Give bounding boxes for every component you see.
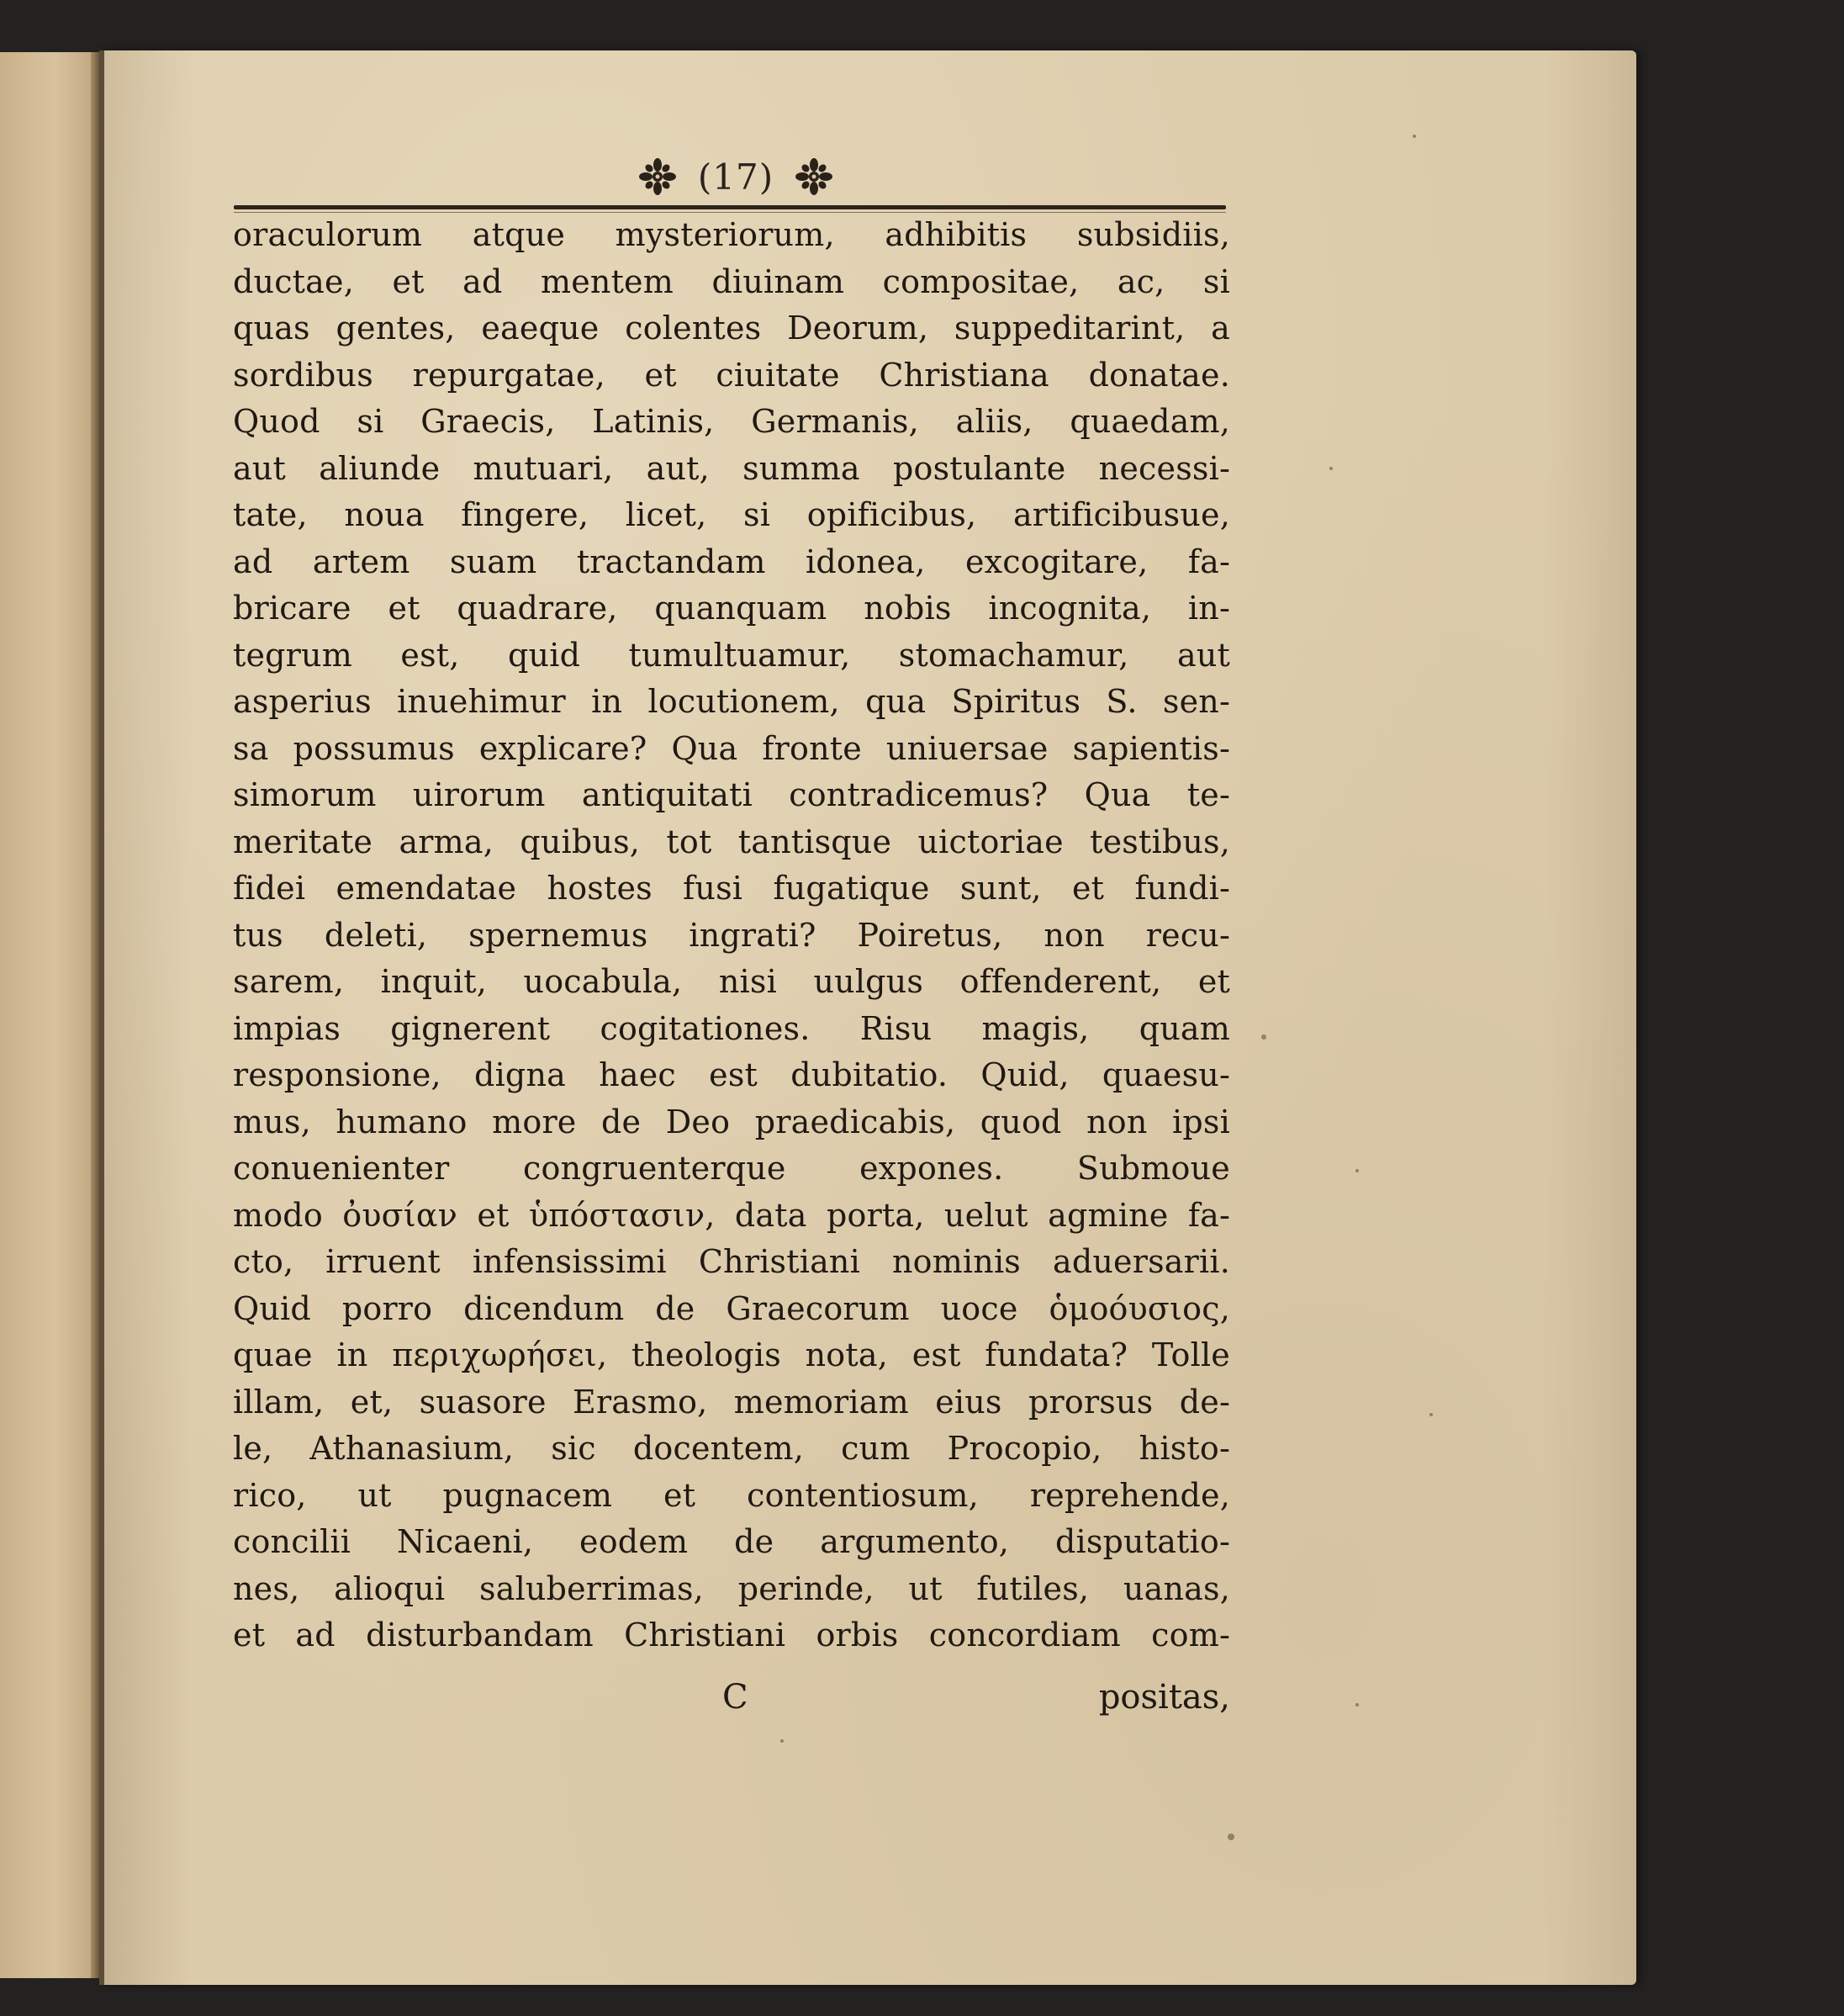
paper-speck: [1228, 1833, 1234, 1840]
fleuron-icon: [795, 158, 832, 195]
catchword: positas,: [1098, 1678, 1230, 1717]
paper-speck: [780, 1739, 784, 1743]
text-line: illam, et, suasore Erasmo, memoriam eius prorsus de-: [233, 1383, 1230, 1421]
text-line: concilii Nicaeni, eodem de argumento, disputatio-: [233, 1523, 1230, 1560]
text-line: cto, irruent infensissimi Christiani nominis aduersarii.: [233, 1243, 1230, 1280]
text-line: tegrum est, quid tumultuamur, stomachamur, aut: [233, 636, 1230, 674]
text-line: oraculorum atque mysteriorum, adhibitis subsidiis,: [233, 216, 1230, 253]
text-line: bricare et quadrare, quanquam nobis incognita, in-: [233, 590, 1230, 627]
paper-speck: [1413, 135, 1416, 138]
paper-speck: [1261, 1034, 1266, 1040]
text-line: modo ὀυσίαν et ὑπόστασιν, data porta, uelut agmine fa-: [233, 1196, 1230, 1234]
page-footer: [233, 1672, 1230, 1722]
text-line: sordibus repurgatae, et ciuitate Christiana donatae.: [233, 356, 1230, 394]
text-line: aut aliunde mutuari, aut, summa postulante necessi-: [233, 449, 1230, 487]
text-line: ad artem suam tractandam idonea, excogitare, fa-: [233, 542, 1230, 580]
text-line: et ad disturbandam Christiani orbis concordiam com-: [233, 1617, 1230, 1654]
text-line: quas gentes, eaeque colentes Deorum, suppeditarint, a: [233, 310, 1230, 347]
text-line: meritate arma, quibus, tot tantisque uictoriae testibus,: [233, 823, 1230, 860]
text-line: ductae, et ad mentem diuinam compositae, ac, si: [233, 262, 1230, 300]
text-line: mus, humano more de Deo praedicabis, quod non ipsi: [233, 1103, 1230, 1140]
page-fold-shadow: [91, 52, 99, 1978]
text-line: tate, noua fingere, licet, si opificibus, artificibusue,: [233, 496, 1230, 533]
text-line: tus deleti, spernemus ingrati? Poiretus, non recu-: [233, 916, 1230, 954]
running-header: [601, 151, 870, 202]
text-line: fidei emendatae hostes fusi fugatique sunt, et fundi-: [233, 870, 1230, 907]
text-line: sa possumus explicare? Qua fronte uniuersae sapientis-: [233, 729, 1230, 767]
text-line: responsione, digna haec est dubitatio. Quid, quaesu-: [233, 1056, 1230, 1093]
text-line: simorum uirorum antiquitati contradicemus? Qua te-: [233, 776, 1230, 813]
text-line: rico, ut pugnacem et contentiosum, reprehende,: [233, 1476, 1230, 1514]
signature-mark: C: [722, 1678, 748, 1717]
body-text: [233, 212, 1230, 1659]
text-line: le, Athanasium, sic docentem, cum Procopio, histo-: [233, 1430, 1230, 1467]
header-rule: [234, 205, 1226, 209]
text-line: Quod si Graecis, Latinis, Germanis, aliis, quaedam,: [233, 403, 1230, 440]
paper-speck: [1429, 1413, 1433, 1416]
text-line: sarem, inquit, uocabula, nisi uulgus offenderent, et: [233, 963, 1230, 1000]
text-line: conuenienter congruenterque expones. Submoue: [233, 1150, 1230, 1187]
fleuron-icon: [639, 158, 676, 195]
previous-page-edge: [0, 52, 99, 1978]
text-line: quae in περιχωρήσει, theologis nota, est fundata? Tolle: [233, 1336, 1230, 1373]
text-line: Quid porro dicendum de Graecorum uoce ὁμοόυσιος,: [233, 1289, 1230, 1327]
paper-speck: [1329, 467, 1333, 470]
page-number: (17): [697, 156, 774, 198]
paper-speck: [1355, 1169, 1359, 1172]
text-line: nes, alioqui saluberrimas, perinde, ut futiles, uanas,: [233, 1569, 1230, 1607]
binding-gutter: [99, 50, 104, 1985]
text-line: asperius inuehimur in locutionem, qua Spiritus S. sen-: [233, 683, 1230, 720]
text-line: impias gignerent cogitationes. Risu magis, quam: [233, 1009, 1230, 1047]
paper-speck: [1355, 1703, 1359, 1706]
